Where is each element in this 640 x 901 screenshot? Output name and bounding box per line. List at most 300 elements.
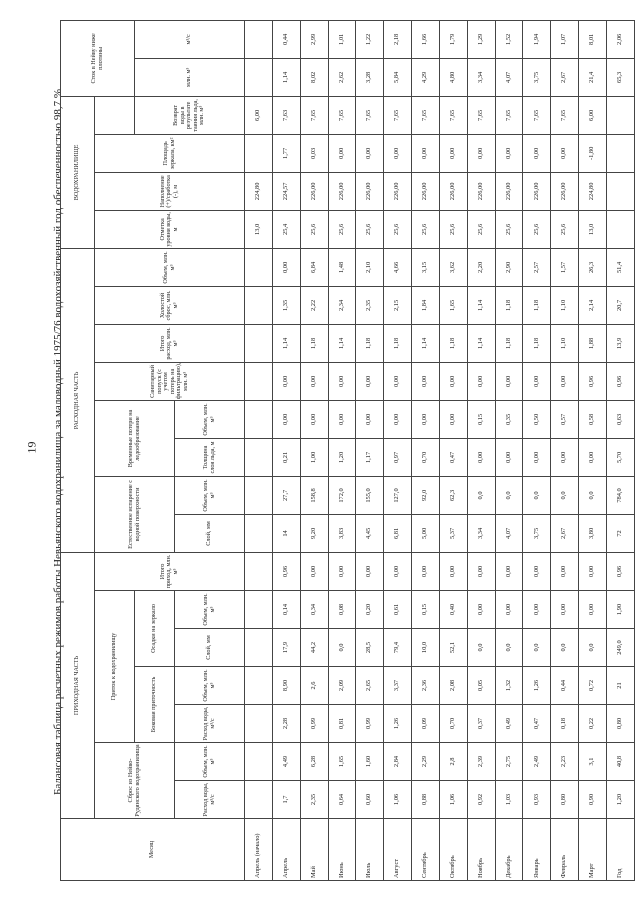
table-cell: 5,37	[439, 514, 467, 552]
table-cell: 0,92	[467, 781, 495, 819]
table-cell: 21,4	[579, 58, 607, 96]
table-cell: 0,40	[439, 591, 467, 629]
page-number: 19	[24, 441, 39, 454]
table-row	[495, 20, 523, 880]
table-cell: 1,65	[328, 743, 356, 781]
table-row	[439, 20, 467, 880]
table-cell: 0,00	[579, 438, 607, 476]
table-cell	[245, 20, 273, 58]
table-cell: 7,65	[384, 96, 412, 134]
table-cell: 25,4	[272, 210, 300, 248]
table-row	[356, 20, 384, 880]
table-cell: 14	[272, 514, 300, 552]
table-cell: 2,65	[356, 667, 384, 705]
table-cell: 4,07	[495, 514, 523, 552]
table-cell: 0,00	[384, 134, 412, 172]
table-cell: 2,29	[412, 743, 440, 781]
table-cell: 5,00	[412, 514, 440, 552]
table-cell: 0,00	[523, 362, 551, 400]
table-cell: 5,84	[384, 58, 412, 96]
table-cell: 6,84	[300, 248, 328, 286]
table-cell: 1,14	[272, 324, 300, 362]
table-cell: 1,48	[328, 248, 356, 286]
table-cell: 226,00	[439, 172, 467, 210]
table-cell: 0,44	[551, 667, 579, 705]
table-cell: 1,01	[328, 20, 356, 58]
table-cell: 1,14	[328, 324, 356, 362]
table-cell: 4,80	[439, 58, 467, 96]
table-cell: 6,00	[579, 96, 607, 134]
table-cell: 21	[606, 667, 634, 705]
table-cell: 3,75	[523, 514, 551, 552]
table-cell: 6,81	[384, 514, 412, 552]
table-cell: 7,65	[439, 96, 467, 134]
table-cell: 0,00	[328, 134, 356, 172]
table-cell: 226,00	[551, 172, 579, 210]
table-cell: 0,00	[523, 438, 551, 476]
month-cell: Октябрь	[439, 819, 467, 881]
table-cell: 2,34	[328, 286, 356, 324]
header-itogo-rashod: Итого расход, млн. м³	[95, 324, 245, 362]
table-cell: 1,26	[384, 705, 412, 743]
table-cell: 0,70	[439, 705, 467, 743]
table-cell: 0,00	[300, 362, 328, 400]
table-cell: 0,00	[384, 552, 412, 590]
table-cell	[245, 400, 273, 438]
table-cell	[245, 667, 273, 705]
table-cell: 1,57	[551, 248, 579, 286]
header-pritok: Приток к водохранилищу	[95, 591, 135, 743]
table-cell	[245, 476, 273, 514]
table-cell: 25,6	[356, 210, 384, 248]
table-cell: 13,0	[245, 210, 273, 248]
table-cell: 0,00	[300, 552, 328, 590]
table-cell: 25,6	[551, 210, 579, 248]
table-cell: 0,00	[495, 134, 523, 172]
header-month: Месяц	[61, 819, 245, 881]
table-cell: 25,6	[300, 210, 328, 248]
table-title: Балансовая таблица расчетных режимов работы Невьянского водохранилища за маловодный 1975/76 водохозяйственный год обеспеченностью 98,7 %	[52, 89, 64, 795]
balance-table	[60, 20, 635, 881]
table-cell: 155,0	[356, 476, 384, 514]
header-holost: Холостой сброс, млн. м³	[95, 286, 245, 324]
table-cell: 0,0	[523, 476, 551, 514]
table-cell: 1,66	[412, 20, 440, 58]
table-cell: 0,00	[439, 400, 467, 438]
table-cell: 13,0	[579, 210, 607, 248]
table-cell: 7,65	[356, 96, 384, 134]
month-cell: Апрель	[272, 819, 300, 881]
table-cell: 51,4	[606, 248, 634, 286]
table-cell: 0,80	[606, 705, 634, 743]
table-cell: 7,65	[300, 96, 328, 134]
table-cell	[245, 743, 273, 781]
table-cell: 226,00	[523, 172, 551, 210]
table-cell: 0,35	[495, 400, 523, 438]
table-cell: 1,60	[356, 743, 384, 781]
header-res-level: Отметка уровня воды, м	[95, 210, 245, 248]
table-cell: 224,80	[245, 172, 273, 210]
month-cell: Март	[579, 819, 607, 881]
table-cell: 0,47	[523, 705, 551, 743]
header-bok-w: Объем, млн. м³	[175, 667, 245, 705]
table-cell: 2,90	[495, 248, 523, 286]
table-cell: 0,00	[272, 400, 300, 438]
table-cell: 0,00	[579, 552, 607, 590]
table-cell: 226,00	[467, 172, 495, 210]
table-cell: 3,15	[412, 248, 440, 286]
table-cell: 0,0	[551, 629, 579, 667]
table-cell: 2,10	[356, 248, 384, 286]
table-cell: 0,00	[412, 134, 440, 172]
table-cell: 0,00	[551, 438, 579, 476]
table-cell: 0,00	[272, 248, 300, 286]
header-isp-layer: Слой, мм	[175, 514, 245, 552]
table-cell: 4,07	[495, 58, 523, 96]
header-isparenie: Естественное испарение с водной поверхности	[95, 476, 175, 552]
table-cell: 1,18	[495, 324, 523, 362]
month-cell: Февраль	[551, 819, 579, 881]
table-cell: 1,06	[439, 781, 467, 819]
table-cell: 4,29	[412, 58, 440, 96]
header-stok-q: м³/с	[135, 20, 245, 58]
table-cell: 10,0	[412, 629, 440, 667]
table-cell	[606, 96, 634, 134]
table-cell: 2,20	[467, 248, 495, 286]
table-cell: 224,80	[579, 172, 607, 210]
table-cell: 0,0	[579, 629, 607, 667]
table-row	[272, 20, 300, 880]
table-cell: 3,37	[384, 667, 412, 705]
table-cell: 0,00	[300, 400, 328, 438]
table-cell: 7,65	[551, 96, 579, 134]
table-cell: 0,00	[551, 134, 579, 172]
month-cell: Ноябрь	[467, 819, 495, 881]
table-cell: 1,07	[551, 20, 579, 58]
table-cell: 1,17	[356, 438, 384, 476]
table-cell: 0,00	[439, 552, 467, 590]
table-cell: 0,93	[523, 781, 551, 819]
table-cell: 0,96	[606, 552, 634, 590]
table-cell: 1,77	[272, 134, 300, 172]
table-cell: 1,18	[523, 324, 551, 362]
table-cell: 0,63	[606, 400, 634, 438]
month-cell: Июнь	[328, 819, 356, 881]
table-cell: 0,96	[579, 362, 607, 400]
table-cell: 1,00	[300, 438, 328, 476]
table-cell: 0,00	[467, 362, 495, 400]
table-cell: 4,49	[272, 743, 300, 781]
table-cell: 25,6	[467, 210, 495, 248]
table-cell: 0,00	[356, 552, 384, 590]
table-cell: 7,65	[328, 96, 356, 134]
table-cell: 1,94	[523, 20, 551, 58]
table-cell: 1,14	[272, 58, 300, 96]
table-cell: 2,18	[384, 20, 412, 58]
table-cell: 2,49	[523, 743, 551, 781]
table-cell: 0,05	[467, 667, 495, 705]
table-cell: 0,03	[300, 134, 328, 172]
header-os-layer: Слой, мм	[175, 629, 245, 667]
table-cell: 0,00	[495, 591, 523, 629]
table-cell: 3,75	[523, 58, 551, 96]
table-cell: 0,00	[356, 400, 384, 438]
table-row	[384, 20, 412, 880]
month-cell: Сентябрь	[412, 819, 440, 881]
table-cell: 1,18	[439, 324, 467, 362]
table-cell	[245, 438, 273, 476]
table-cell: 0,00	[523, 552, 551, 590]
table-cell: 1,29	[467, 20, 495, 58]
table-cell: -1,80	[579, 134, 607, 172]
table-row	[467, 20, 495, 880]
table-cell	[245, 629, 273, 667]
table-cell: 0,22	[579, 705, 607, 743]
table-cell: 0,72	[579, 667, 607, 705]
table-cell: 52,1	[439, 629, 467, 667]
table-cell: 65,3	[606, 58, 634, 96]
month-cell: Январь	[523, 819, 551, 881]
table-cell: 0,0	[467, 476, 495, 514]
table-cell: 1,03	[495, 781, 523, 819]
table-cell	[606, 172, 634, 210]
table-cell: 1,65	[439, 286, 467, 324]
table-cell: 2,28	[272, 705, 300, 743]
table-cell	[245, 58, 273, 96]
table-cell: 1,88	[579, 324, 607, 362]
table-cell: 1,18	[495, 286, 523, 324]
table-cell: 7,63	[272, 96, 300, 134]
table-cell: 0,57	[551, 400, 579, 438]
table-cell: 1,14	[467, 286, 495, 324]
header-expense: РАСХОДНАЯ ЧАСТЬ	[61, 248, 95, 552]
header-res-change: Наполнение (+)/сработка (-), м	[95, 172, 245, 210]
table-cell: 2,22	[300, 286, 328, 324]
table-cell: 0,00	[523, 591, 551, 629]
table-cell: 25,6	[384, 210, 412, 248]
table-cell: 0,0	[495, 476, 523, 514]
table-cell: 2,08	[439, 667, 467, 705]
table-cell: 3,1	[579, 743, 607, 781]
table-cell: 1,84	[412, 286, 440, 324]
table-cell: 1,26	[523, 667, 551, 705]
table-cell: 13,9	[606, 324, 634, 362]
table-cell: 1,14	[412, 324, 440, 362]
table-cell: 2,35	[356, 286, 384, 324]
table-cell: 9,20	[300, 514, 328, 552]
header-sbros-w: Объем, млн. м³	[175, 743, 245, 781]
table-cell: 0,00	[523, 134, 551, 172]
month-cell: Август	[384, 819, 412, 881]
table-cell: 0,00	[467, 438, 495, 476]
table-row	[551, 20, 579, 880]
table-cell: 0,81	[328, 705, 356, 743]
table-cell: 2,84	[384, 743, 412, 781]
table-cell: 0,00	[328, 552, 356, 590]
header-stok-w: млн. м³	[135, 58, 245, 96]
table-cell: 1,18	[300, 324, 328, 362]
table-cell	[245, 781, 273, 819]
table-cell: 6,28	[300, 743, 328, 781]
table-cell: 0,50	[523, 400, 551, 438]
table-cell: 8,90	[272, 667, 300, 705]
table-cell: 62,3	[439, 476, 467, 514]
table-cell: 25,6	[495, 210, 523, 248]
header-sbros: Сброс из Нейво-Рудянского водохранилища	[95, 743, 175, 819]
table-cell: 3,80	[579, 514, 607, 552]
table-cell: 1,22	[356, 20, 384, 58]
table-cell: 0,96	[606, 362, 634, 400]
table-cell: 0,00	[551, 552, 579, 590]
table-body	[245, 20, 635, 880]
table-cell: 0,60	[356, 781, 384, 819]
table-cell: 0,18	[551, 705, 579, 743]
table-cell: 2,67	[551, 58, 579, 96]
table-cell: 4,45	[356, 514, 384, 552]
table-cell	[245, 705, 273, 743]
table-cell: 0,61	[384, 591, 412, 629]
header-osadki: Осадки на зеркало	[135, 591, 175, 667]
table-cell: 2,57	[523, 248, 551, 286]
table-cell: 2,35	[300, 781, 328, 819]
table-cell: 17,9	[272, 629, 300, 667]
table-cell: 226,00	[328, 172, 356, 210]
table-cell: 1,52	[495, 20, 523, 58]
table-cell: 3,62	[439, 248, 467, 286]
table-cell: 4,66	[384, 248, 412, 286]
table-cell	[245, 514, 273, 552]
header-led: Временные потери на ледообразование	[95, 400, 175, 476]
header-itogo-prihod: Итого приход, млн. м³	[95, 552, 245, 590]
table-cell: 0,08	[328, 591, 356, 629]
table-cell: 6,00	[245, 96, 273, 134]
table-cell: 0,0	[328, 629, 356, 667]
table-cell: 92,0	[412, 476, 440, 514]
table-cell: 1,06	[384, 781, 412, 819]
table-row	[412, 20, 440, 880]
table-cell: 2,14	[579, 286, 607, 324]
table-cell: 0,49	[495, 705, 523, 743]
table-cell: 0,00	[439, 362, 467, 400]
table-cell: 0,20	[356, 591, 384, 629]
table-cell: 0,00	[467, 591, 495, 629]
table-cell: 2,09	[328, 667, 356, 705]
table-cell: 1,7	[272, 781, 300, 819]
table-row	[328, 20, 356, 880]
header-os-w: Объем, млн. м³	[175, 591, 245, 629]
header-bokovaya: Боковая приточность	[135, 667, 175, 743]
table-cell: 0,47	[439, 438, 467, 476]
table-cell: 1,79	[439, 20, 467, 58]
table-cell: 3,28	[356, 58, 384, 96]
table-cell: 2,15	[384, 286, 412, 324]
table-cell: 3,34	[467, 514, 495, 552]
table-cell: 0,00	[551, 591, 579, 629]
table-cell: 0,00	[467, 552, 495, 590]
table-cell: 0,00	[495, 552, 523, 590]
table-cell: 44,2	[300, 629, 328, 667]
table-cell: 1,10	[551, 324, 579, 362]
table-cell: 0,34	[300, 591, 328, 629]
table-cell: 0,09	[412, 705, 440, 743]
table-cell: 8,01	[579, 20, 607, 58]
table-cell: 0,00	[412, 400, 440, 438]
table-cell	[245, 362, 273, 400]
table-cell	[245, 552, 273, 590]
table-cell: 0,44	[272, 20, 300, 58]
month-cell: Июль	[356, 819, 384, 881]
table-cell: 2,62	[328, 58, 356, 96]
table-cell: 0,00	[412, 552, 440, 590]
table-cell: 0,88	[412, 781, 440, 819]
table-cell: 1,20	[328, 438, 356, 476]
header-bok-q: Расход воды, м³/с	[175, 705, 245, 743]
table-cell: 0,21	[272, 438, 300, 476]
table-cell: 0,00	[272, 362, 300, 400]
table-cell: 27,7	[272, 476, 300, 514]
table-cell: 7,65	[495, 96, 523, 134]
table-frame	[60, 20, 635, 881]
table-cell: 25,6	[523, 210, 551, 248]
table-cell: 0,00	[495, 438, 523, 476]
table-cell: 25,6	[412, 210, 440, 248]
table-cell: 0,00	[384, 400, 412, 438]
table-cell: 20,7	[606, 286, 634, 324]
table-row	[300, 20, 328, 880]
table-cell: 226,00	[495, 172, 523, 210]
table-cell: 0,00	[328, 362, 356, 400]
header-res-area: Площадь зеркала, км²	[95, 134, 245, 172]
header-sanit: Санитарный попуск (с учетом потерь на фильтрацию), млн. м³	[95, 362, 245, 400]
table-cell: 0,00	[439, 134, 467, 172]
table-cell: 0,00	[356, 134, 384, 172]
table-cell: 2,23	[551, 743, 579, 781]
table-cell: 0,99	[356, 705, 384, 743]
table-cell: 0,96	[272, 552, 300, 590]
header-led-w: Объем, млн. м³	[175, 400, 245, 438]
table-row	[523, 20, 551, 880]
table-cell: 1,20	[606, 781, 634, 819]
table-cell: 2,06	[606, 20, 634, 58]
table-cell: 1,35	[272, 286, 300, 324]
table-cell: 224,57	[272, 172, 300, 210]
table-row	[579, 20, 607, 880]
month-cell: Год	[606, 819, 634, 881]
table-cell: 1,18	[356, 324, 384, 362]
table-cell	[245, 591, 273, 629]
table-row	[245, 20, 273, 880]
table-cell: 2,75	[495, 743, 523, 781]
table-cell: 25,6	[439, 210, 467, 248]
table-cell: 0,00	[384, 362, 412, 400]
table-cell: 1,32	[495, 667, 523, 705]
header-reservoir: ВОДОХРАНИЛИЩЕ	[61, 96, 95, 248]
table-cell: 0,58	[579, 400, 607, 438]
table-cell: 0,00	[467, 134, 495, 172]
table-cell: 0,00	[579, 591, 607, 629]
table-cell: 0,90	[579, 781, 607, 819]
month-cell: Декабрь	[495, 819, 523, 881]
table-cell: 249,0	[606, 629, 634, 667]
header-stok: Сток в Нейву ниже плотины	[61, 20, 135, 96]
table-cell: 226,00	[300, 172, 328, 210]
table-cell: 226,00	[356, 172, 384, 210]
table-cell: 0,00	[412, 362, 440, 400]
table-cell: 0,14	[272, 591, 300, 629]
table-cell	[245, 134, 273, 172]
table-cell: 0,15	[412, 591, 440, 629]
table-cell: 25,6	[328, 210, 356, 248]
